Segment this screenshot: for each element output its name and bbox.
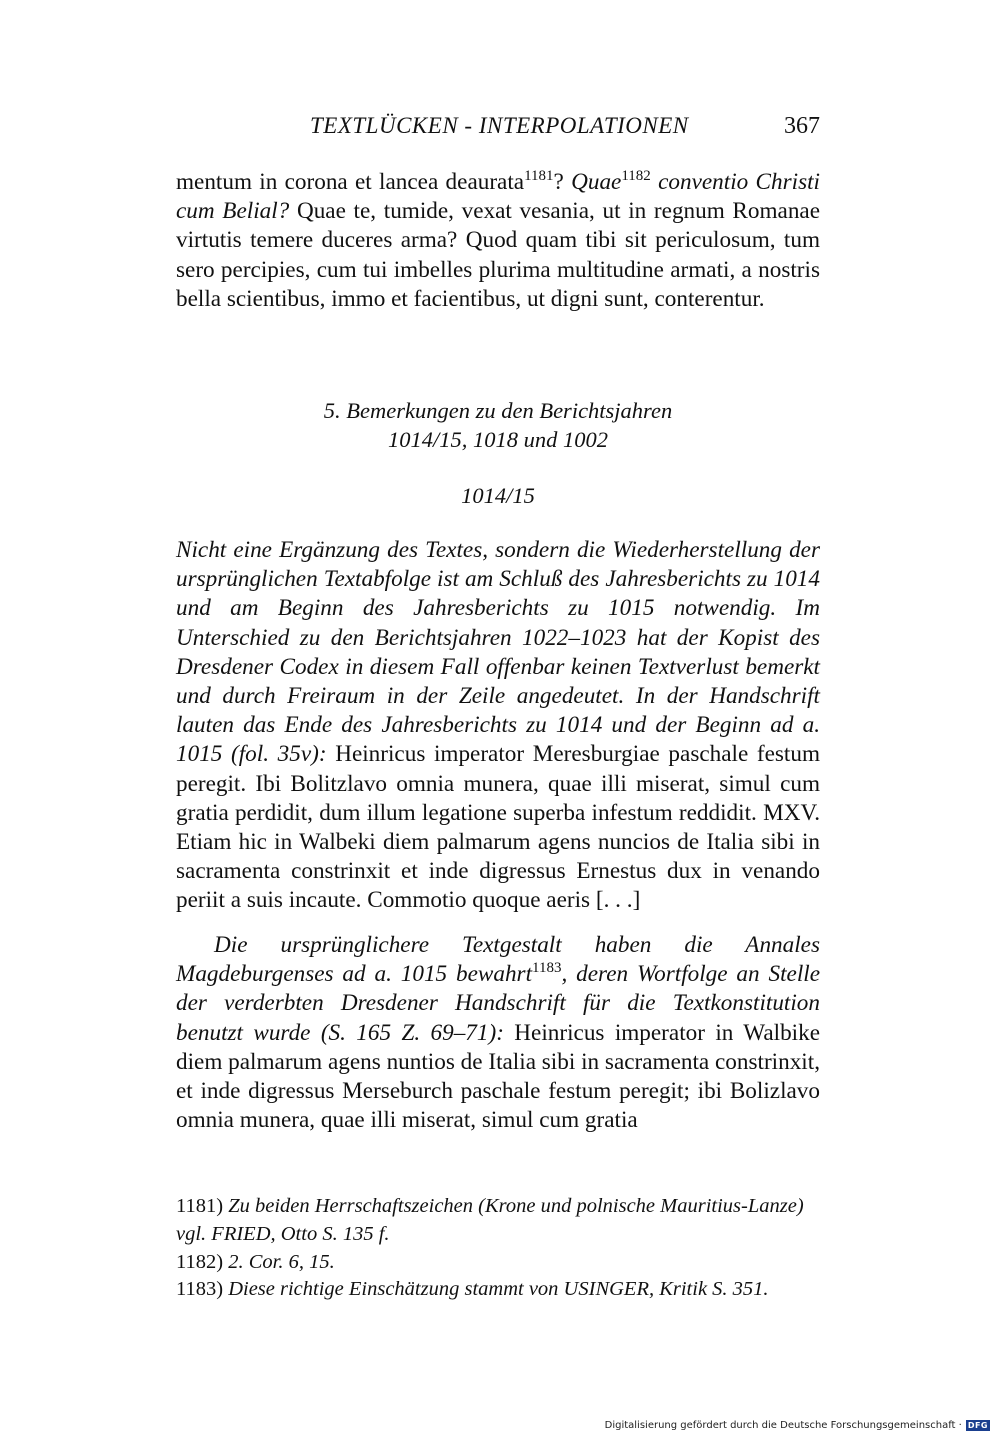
footnote-ref-1183[interactable]: 1183 <box>532 960 562 977</box>
footnote-number: 1183) <box>176 1278 224 1301</box>
section-heading-line-1: 5. Bemerkungen zu den Berichtsjahren <box>323 398 673 423</box>
footnote-text: 2. Cor. 6, 15. <box>223 1250 335 1273</box>
commentary-italic: , deren Wortfolge an Stelle der verderbten Dresdener Handschrift für die Textkonstitution benutzt wurde (S. 165 Z. 69–71): <box>176 961 820 1046</box>
footnote-ref-1182[interactable]: 1182 <box>621 168 651 184</box>
quote-text: ? <box>553 169 572 195</box>
dfg-logo: DFG <box>967 1421 988 1430</box>
page-number: 367 <box>784 113 820 139</box>
quotation-text: Heinricus imperator Meresburgiae paschale festum peregit. Ibi Bolitzlavo omnia munera, quae illi miserat, simul cum gratia perdidit, dum illum legatione superba infestum reddidit. MXV. Etiam hic in Walbeki diem palmarum agens nuncios de Italia sibi in sacramenta constrinxit et inde digressus Ernestus dux in venando periit a suis incaute. Commotio quoque aeris [. . .] <box>176 741 820 914</box>
footnote-1181 <box>176 1193 820 1249</box>
footnote-number: 1182) <box>176 1250 224 1273</box>
section-heading <box>176 396 820 454</box>
quote-text: Quae te, tumide, vexat vesania, ut in regnum Romanae virtutis temere duceres arma? Quod quam tibi sit periculosum, tum sero percipies, cum tui imbelles plurima multitudine armati, a nostris bella scientibus, immo et facientibus, ut digni sunt, conterentur. <box>176 198 820 312</box>
latin-quotation-paragraph <box>176 168 820 314</box>
quote-italic: conventio Christi cum Belial? <box>176 169 820 225</box>
subsection-heading: 1014/15 <box>461 483 535 508</box>
quote-text: mentum in corona et lancea deaurata <box>176 169 525 195</box>
footnote-1182 <box>176 1249 820 1277</box>
quotation-text: Heinricus imperator in Walbike diem palmarum agens nuntios de Italia sibi in sacramenta constrinxit, et inde digressus Merseburch paschale festum peregit; ibi Bolizlavo omnia munera, quae illi miserat, simul cum gratia <box>176 1019 820 1134</box>
footnote-text: Diese richtige Einschätzung stammt von USINGER, Kritik S. 351. <box>223 1278 769 1301</box>
body-paragraph-1 <box>176 536 820 916</box>
footer-text: Digitalisierung gefördert durch die Deutsche Forschungsgemeinschaft · <box>604 1420 962 1431</box>
section-heading-line-2: 1014/15, 1018 und 1002 <box>387 427 608 452</box>
footnotes <box>176 1193 820 1304</box>
digitization-footer <box>605 1420 990 1431</box>
commentary-italic: Nicht eine Ergänzung des Textes, sondern die Wiederherstellung der ursprünglichen Textabfolge ist am Schluß des Jahresberichts zu 1014 und am Beginn des Jahresberichts zu 1015 notwendig. Im Unterschied zu den Berichtsjahren 1022–1023 hat der Kopist des Dresdener Codex in diesem Fall offenbar keinen Textverlust bemerkt und durch Freiraum in der Zeile angedeutet. In der Handschrift lauten das Ende des Jahresberichts zu 1014 und der Beginn ad a. 1015 (fol. 35v): <box>176 537 820 768</box>
body-paragraph-2 <box>176 931 820 1135</box>
quote-italic: Quae <box>571 169 622 195</box>
footnote-number: 1181) <box>176 1195 224 1217</box>
footnote-1183 <box>176 1276 820 1304</box>
commentary-italic: Die ursprünglichere Textgestalt haben die Annales Magdeburgenses ad a. 1015 bewahrt <box>176 932 820 988</box>
running-head: TEXTLÜCKEN - INTERPOLATIONEN <box>310 113 689 138</box>
footnote-ref-1181[interactable]: 1181 <box>524 168 554 184</box>
footnote-text: Zu beiden Herrschaftszeichen (Krone und polnische Mauritius-Lanze) vgl. FRIED, Otto S. 135 f. <box>176 1195 804 1245</box>
page-header <box>176 113 820 147</box>
